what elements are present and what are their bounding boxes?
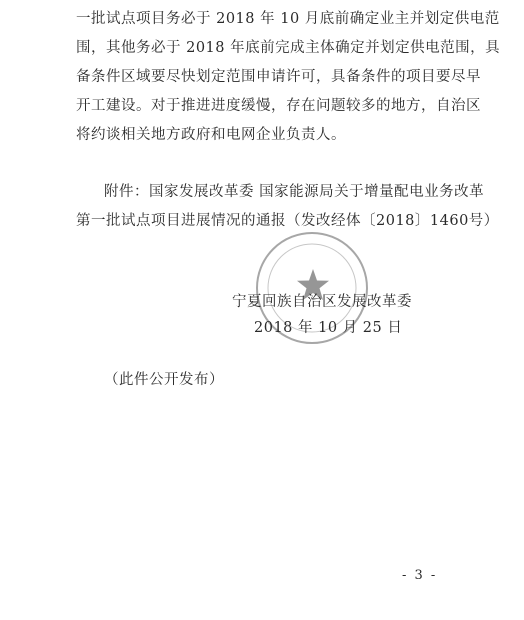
publication-note: （此件公开发布）	[104, 372, 224, 388]
body-line-2: 围，其他务必于 2018 年底前完成主体确定并划定供电范围，具	[76, 40, 501, 56]
body-line-5: 将约谈相关地方政府和电网企业负责人。	[76, 127, 346, 143]
body-line-3: 备条件区域要尽快划定范围申请许可，具备条件的项目要尽早	[76, 69, 481, 85]
issue-date: 2018 年 10 月 25 日	[254, 320, 403, 336]
attachment-line-2: 第一批试点项目进展情况的通报（发改经体〔2018〕1460号）	[76, 213, 499, 229]
page-number: - 3 -	[402, 568, 438, 583]
attachment-line-1: 附件：国家发展改革委 国家能源局关于增量配电业务改革	[104, 184, 485, 200]
body-line-1: 一批试点项目务必于 2018 年 10 月底前确定业主并划定供电范	[76, 11, 500, 27]
issuer-name: 宁夏回族自治区发展改革委	[232, 294, 412, 310]
body-line-4: 开工建设。对于推进进度缓慢，存在问题较多的地方，自治区	[76, 98, 481, 114]
